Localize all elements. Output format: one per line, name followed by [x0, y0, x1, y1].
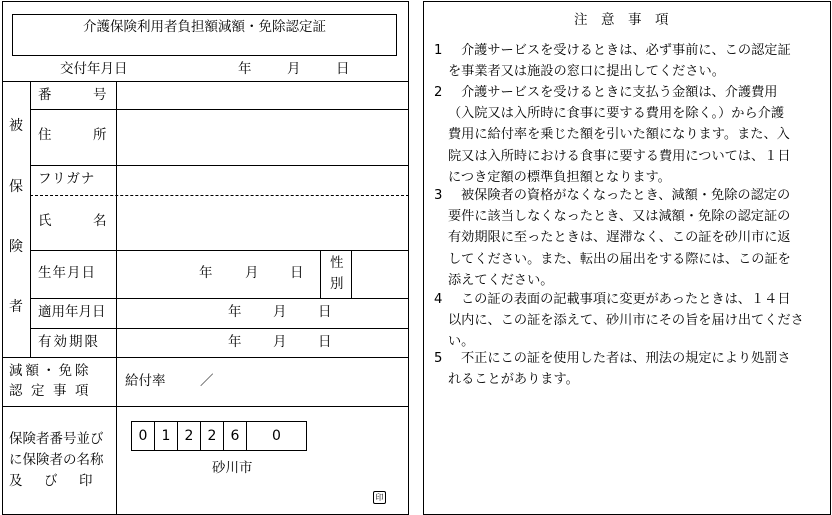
grid-line — [30, 298, 409, 299]
field-label-applicable-date: 適用年月日 — [38, 304, 106, 320]
field-label-valid-period: 有効期限 — [38, 334, 100, 350]
insurer-number-digit: 6 — [223, 421, 247, 451]
notice-item-line: につき定額の標準負担額となります。 — [448, 169, 671, 185]
insurer-label-line1: 保険者番号並び — [9, 431, 104, 447]
birth-month-unit: 月 — [245, 265, 259, 281]
issue-date-label: 交付年月日 — [60, 61, 128, 77]
field-label-number: 番 号 — [38, 87, 121, 103]
grid-line — [2, 81, 409, 82]
notice-title: 注 意 事 項 — [574, 12, 669, 28]
birth-day-unit: 日 — [290, 265, 304, 281]
notice-item-line: 添えてください。 — [448, 272, 554, 288]
valid-day-unit: 日 — [318, 334, 332, 350]
insurer-number-digit: 2 — [200, 421, 224, 451]
insured-label-char: 者 — [9, 299, 23, 315]
insured-label-char: 被 — [9, 118, 23, 134]
valid-month-unit: 月 — [273, 334, 287, 350]
benefit-rate-label: 給付率 — [125, 373, 166, 389]
notice-item-number: 4 — [434, 292, 443, 307]
notice-item-line: 以内に、この証を添えて、砂川市にその旨を届け出てくださ — [448, 313, 804, 329]
app-year-unit: 年 — [228, 304, 242, 320]
notice-item-line: 介護サービスを受けるときは、必ず事前に、この認定証 — [461, 43, 791, 58]
notice-item-line: 要件に該当しなくなったとき、又は減額・免除の認定証の — [448, 209, 791, 225]
seal-icon: 印 — [373, 491, 386, 504]
notice-item-number: 1 — [434, 43, 443, 58]
reduction-label-line2: 認定事項 — [9, 383, 97, 399]
notice-item-line: この証の表面の記載事項に変更があったときは、１４日 — [461, 292, 791, 307]
insurer-label-line2: に保険者の名称 — [9, 452, 104, 468]
grid-line — [320, 250, 321, 298]
insured-label-char: 保 — [9, 179, 23, 195]
grid-line — [30, 250, 409, 251]
insurer-number-digit: 2 — [177, 421, 201, 451]
notice-item-number: 5 — [434, 351, 443, 366]
app-month-unit: 月 — [273, 304, 287, 320]
issue-date-year: 年 — [238, 61, 252, 77]
notice-item-line: 介護サービスを受けるときに支払う金額は、介護費用 — [461, 85, 778, 100]
insurer-number-digit: 0 — [246, 421, 307, 451]
reduction-label-line1: 減額・免除 — [9, 363, 92, 379]
birth-year-unit: 年 — [199, 265, 213, 281]
notice-item-line: 費用に給付率を乗じた額を引いた額になります。また、入 — [448, 127, 790, 143]
notice-item-number: 2 — [434, 85, 443, 100]
grid-line — [116, 81, 117, 514]
benefit-rate-value: ／ — [200, 373, 214, 389]
sex-label-bottom: 別 — [330, 276, 344, 292]
grid-line — [2, 357, 409, 358]
insurer-label-line3: 及 び 印 — [9, 473, 97, 489]
notice-item-line: を事業者又は施設の窓口に提出してください。 — [448, 64, 725, 80]
notice-item-line: 被保険者の資格がなくなったとき、減額・免除の認定の — [461, 188, 791, 203]
sex-label-top: 性 — [330, 255, 344, 271]
grid-line — [30, 81, 31, 357]
insurer-name: 砂川市 — [212, 460, 253, 476]
insurer-number-digit: 0 — [131, 421, 155, 451]
grid-line — [30, 165, 409, 166]
notice-item-line: れることがあります。 — [448, 372, 579, 388]
valid-year-unit: 年 — [228, 334, 242, 350]
app-day-unit: 日 — [318, 304, 332, 320]
grid-line — [30, 109, 409, 110]
insured-label-char: 険 — [9, 239, 23, 255]
notice-item-line: （入院又は入所時に食事に要する費用を除く。）から介護 — [448, 106, 785, 122]
grid-line — [351, 250, 352, 298]
notice-item-line: 不正にこの証を使用した者は、刑法の規定により処罰さ — [461, 351, 791, 366]
issue-date-day: 日 — [336, 61, 350, 77]
insurer-number-digit: 1 — [154, 421, 178, 451]
notice-item-line: 院又は入所時における食事に要する費用については、１日 — [448, 148, 791, 164]
notice-item-number: 3 — [434, 188, 443, 203]
issue-date-month: 月 — [287, 61, 301, 77]
notice-item-line: してください。また、転出の届出をする際には、この証を — [448, 251, 791, 267]
field-label-furigana: フリガナ — [38, 171, 96, 187]
furigana-dashed-divider — [30, 195, 409, 196]
certificate-title: 介護保険利用者負担額減額・免除認定証 — [83, 19, 326, 35]
notice-item-line: 有効期限に至ったときは、遅滞なく、この証を砂川市に返 — [448, 230, 791, 246]
field-label-address: 住 所 — [38, 127, 121, 143]
field-label-name: 氏 名 — [38, 213, 121, 229]
notice-item-line: い。 — [448, 334, 475, 350]
field-label-birthdate: 生年月日 — [38, 265, 96, 281]
grid-line — [2, 406, 409, 407]
grid-line — [30, 328, 409, 329]
